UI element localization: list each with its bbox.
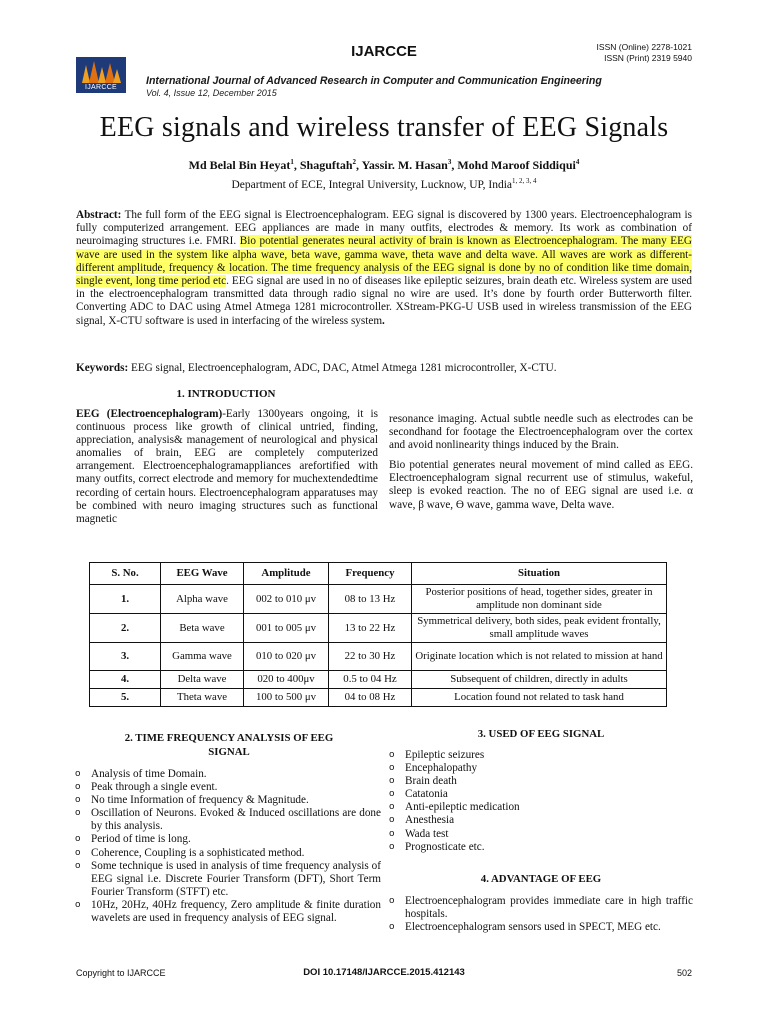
list-item-text: Peak through a single event. (91, 781, 218, 794)
list-item-text: Some technique is used in analysis of time frequency analysis of EEG signal i.e. Discrete Fourier Transform (DFT), Short Term Fourier Transform (STFT) etc. (91, 859, 381, 898)
list-item (389, 828, 693, 841)
bullet-icon: o (75, 808, 81, 819)
table-cell: 002 to 010 μv (244, 585, 329, 614)
journal-volume: Vol. 4, Issue 12, December 2015 (146, 88, 277, 98)
table-header-cell: Amplitude (244, 563, 329, 585)
list-item-text: Anti-epileptic medication (405, 801, 520, 814)
list-item-text: Wada test (405, 827, 449, 840)
abstract-end: . (382, 314, 385, 327)
list-item (75, 847, 381, 860)
intro-left-text: -Early 1300years ongoing, it is continuous process like growth of clinical untried, finding, appreciation, analysis& management of neurological and physical anomalies of brain, EEG are completely computerized arrangement. Electroencephalogramappliances arefortified with many outfits, correct electrode and memory for muchextendedtime recording of certain hours. Electroencephalogram apparatuses may be combined with neuro imaging structures such as functional magnetic (76, 408, 379, 525)
list-item (389, 895, 693, 921)
list-item (75, 860, 381, 899)
eeg-uses-list (389, 749, 693, 854)
list-item (389, 841, 693, 854)
list-item (389, 801, 693, 814)
table-header-cell: EEG Wave (161, 563, 244, 585)
keywords (76, 362, 692, 374)
section-2-heading-line-1: 2. TIME FREQUENCY ANALYSIS OF EEG (124, 732, 334, 744)
list-item-text: Epileptic seizures (405, 749, 485, 761)
table-cell: Theta wave (161, 689, 244, 707)
section-4-heading: 4. ADVANTAGE OF EEG (480, 873, 602, 885)
bullet-icon: o (75, 795, 81, 806)
author-sup: 3 (447, 158, 452, 166)
section-2-heading-line-2: SIGNAL (208, 746, 250, 758)
list-item (75, 768, 381, 781)
intro-left-column (76, 408, 378, 526)
abstract-highlight: Bio potential generates neural activity of brain is known as Electroencephalogram. The many EEG wave are used in the system like alpha wave, beta wave, gamma wave, theta wave and delta wave. All waves are work as different-different amplitude, frequency & location. The time frequency analysis of the EEG signal is done by no of condition like time domain, single event, long time period etc (76, 235, 692, 288)
footer-doi: DOI 10.17148/IJARCCE.2015.412143 (303, 967, 465, 978)
table-row (90, 671, 667, 689)
list-item (389, 814, 693, 827)
affiliation (0, 179, 768, 191)
list-item (75, 781, 381, 794)
table-cell: 13 to 22 Hz (329, 614, 412, 643)
issn-online: ISSN (Online) 2278-1021 (596, 42, 692, 52)
bullet-icon: o (389, 922, 395, 933)
keywords-label: Keywords: (76, 362, 129, 374)
author-sup: 4 (575, 158, 580, 166)
author-sup: 1 (290, 158, 294, 166)
bullet-icon: o (75, 860, 81, 871)
footer-copyright: Copyright to IJARCCE (76, 968, 166, 978)
table-header-row (90, 563, 667, 585)
keywords-text: EEG signal, Electroencephalogram, ADC, DAC, Atmel Atmega 1281 microcontroller, X-CTU. (128, 362, 557, 374)
list-item-text: Prognosticate etc. (405, 840, 485, 853)
intro-right-para-2: Bio potential generates neural movement of mind called as EEG. Electroencephalogram signal recurrent use of stimulus, wakeful, sleep is evoked reaction. The no of EEG signal are used i.e. α wave, β wave, ϴ wave, gamma wave, Delta wave. (389, 459, 693, 511)
bullet-icon: o (75, 899, 81, 910)
list-item (75, 807, 381, 833)
bullet-icon: o (389, 828, 395, 839)
affiliation-text: Department of ECE, Integral University, Lucknow, UP, India (231, 179, 512, 191)
table-cell: Symmetrical delivery, both sides, peak evident frontally, small amplitude waves (412, 614, 667, 643)
table-cell: 08 to 13 Hz (329, 585, 412, 614)
list-item-text: Catatonia (405, 788, 448, 801)
list-item-text: 10Hz, 20Hz, 40Hz frequency, Zero amplitude & finite duration wavelets are used in frequency analysis of EEG signal. (91, 898, 381, 925)
section-3-heading: 3. USED OF EEG SIGNAL (477, 728, 605, 740)
bullet-icon: o (389, 789, 395, 800)
table-cell: 22 to 30 Hz (329, 643, 412, 671)
author-name: Yassir. M. Hasan (361, 158, 448, 172)
intro-right-para-1: resonance imaging. Actual subtle needle such as electrodes can be secondhand for footage the Electroencephalogram over the cortex and avoid nonlinearity things induced by the Brain. (389, 413, 693, 452)
list-item (75, 899, 381, 925)
table-cell: Delta wave (161, 671, 244, 689)
list-item-text: Brain death (405, 775, 457, 788)
time-frequency-list (75, 768, 381, 925)
list-item-text: Electroencephalogram provides immediate care in high traffic hospitals. (405, 895, 693, 921)
table-cell: Gamma wave (161, 643, 244, 671)
table-cell: 001 to 005 μv (244, 614, 329, 643)
table-cell: Location found not related to task hand (412, 689, 667, 707)
issn-block (597, 42, 692, 64)
table-cell: 0.5 to 04 Hz (329, 671, 412, 689)
intro-right-column (389, 413, 693, 519)
list-item (389, 775, 693, 788)
author-name: Mohd Maroof Siddiqui (457, 158, 576, 172)
table-cell: 4. (90, 671, 161, 689)
list-item-text: Electroencephalogram sensors used in SPECT, MEG etc. (405, 921, 661, 934)
list-item (389, 762, 693, 775)
affiliation-sup: 1, 2, 3, 4 (512, 177, 537, 186)
journal-short-name: IJARCCE (351, 43, 417, 60)
bullet-icon: o (389, 841, 395, 852)
author-name: Md Belal Bin Heyat (188, 158, 291, 172)
author-name: Shaguftah (299, 158, 353, 172)
table-cell: Posterior positions of head, together sides, greater in amplitude non dominant side (412, 585, 667, 614)
bullet-icon: o (75, 769, 81, 779)
list-item-text: Analysis of time Domain. (91, 768, 207, 780)
eeg-wave-table (89, 562, 667, 707)
table-row (90, 614, 667, 643)
bullet-icon: o (75, 834, 81, 845)
list-item-text: Anesthesia (405, 814, 455, 827)
bullet-icon: o (389, 802, 395, 813)
footer-page-number: 502 (676, 968, 692, 978)
table-row (90, 689, 667, 707)
list-item (75, 833, 381, 846)
list-item-text: Encephalopathy (405, 762, 478, 775)
list-item (389, 788, 693, 801)
table-header-cell: Frequency (329, 563, 412, 585)
table-cell: 010 to 020 μv (244, 643, 329, 671)
bullet-icon: o (389, 750, 395, 760)
bullet-icon: o (389, 815, 395, 826)
eeg-advantages-list (389, 895, 693, 934)
table-cell: Beta wave (161, 614, 244, 643)
table-header-cell: S. No. (90, 563, 161, 585)
paper-title: EEG signals and wireless transfer of EEG Signals (99, 112, 669, 143)
bullet-icon: o (389, 896, 395, 906)
list-item (75, 794, 381, 807)
bullet-icon: o (75, 782, 81, 793)
intro-bold-term: EEG (Electroencephalogram) (76, 408, 223, 420)
list-item-text: No time Information of frequency & Magnitude. (91, 794, 309, 807)
logo-text: IJARCCE (84, 84, 118, 91)
table-cell: 1. (90, 585, 161, 614)
section-2-heading (76, 731, 382, 759)
table-cell: 04 to 08 Hz (329, 689, 412, 707)
table-row (90, 585, 667, 614)
list-item-text: Oscillation of Neurons. Evoked & Induced oscillations are done by this analysis. (91, 807, 381, 833)
table-cell: 2. (90, 614, 161, 643)
table-cell: 3. (90, 643, 161, 671)
table-cell: Alpha wave (161, 585, 244, 614)
issn-print: ISSN (Print) 2319 5940 (604, 53, 692, 63)
table-header-cell: Situation (412, 563, 667, 585)
journal-full-name: International Journal of Advanced Research in Computer and Communication Engineering (146, 75, 602, 87)
bullet-icon: o (389, 763, 395, 774)
list-item (389, 749, 693, 762)
table-cell: Originate location which is not related to mission at hand (412, 643, 667, 671)
table-cell: 5. (90, 689, 161, 707)
list-item-text: Coherence, Coupling is a sophisticated method. (91, 846, 305, 859)
list-item-text: Period of time is long. (91, 833, 191, 846)
author-sup: 2 (352, 158, 357, 166)
bullet-icon: o (389, 776, 395, 787)
intro-heading: 1. INTRODUCTION (176, 388, 276, 400)
table-row (90, 643, 667, 671)
abstract (76, 209, 692, 328)
table-cell: Subsequent of children, directly in adults (412, 671, 667, 689)
list-item (389, 921, 693, 934)
abstract-text-2: . EEG signal are used in no of diseases like epileptic seizures, brain death etc. Wireless system are used in the electroencephalogram transmitted data through radio signal no wire are used. It’s done by fourth order Butterworth filter. Converting ADC to DAC using Atmel Atmega 1281 microcontroller. XStream-PKG-U USB used in wireless transmission of the EEG signal, X-CTU software is used in interfacing of the wireless system (76, 275, 693, 327)
abstract-text-1: The full form of the EEG signal is Electroencephalogram. EEG signal is discovered by 1300 years. Electroencephalogram is fully computerized arrangement. EEG appliances are made in many outfits, electrodes & memory. Its work as combination of neuroimaging structures i.e. FMRI. (76, 209, 692, 248)
abstract-label: Abstract: (76, 209, 122, 221)
authors-line: Md Belal Bin Heyat$^1$, Shaguftah$^2$, Yassir. M. Hasan$^3$, Mohd Maroof Siddiqui$^4$ (188, 158, 580, 172)
table-cell: 100 to 500 μv (244, 689, 329, 707)
journal-logo (76, 57, 126, 93)
bullet-icon: o (75, 847, 81, 858)
table-cell: 020 to 400μv (244, 671, 329, 689)
